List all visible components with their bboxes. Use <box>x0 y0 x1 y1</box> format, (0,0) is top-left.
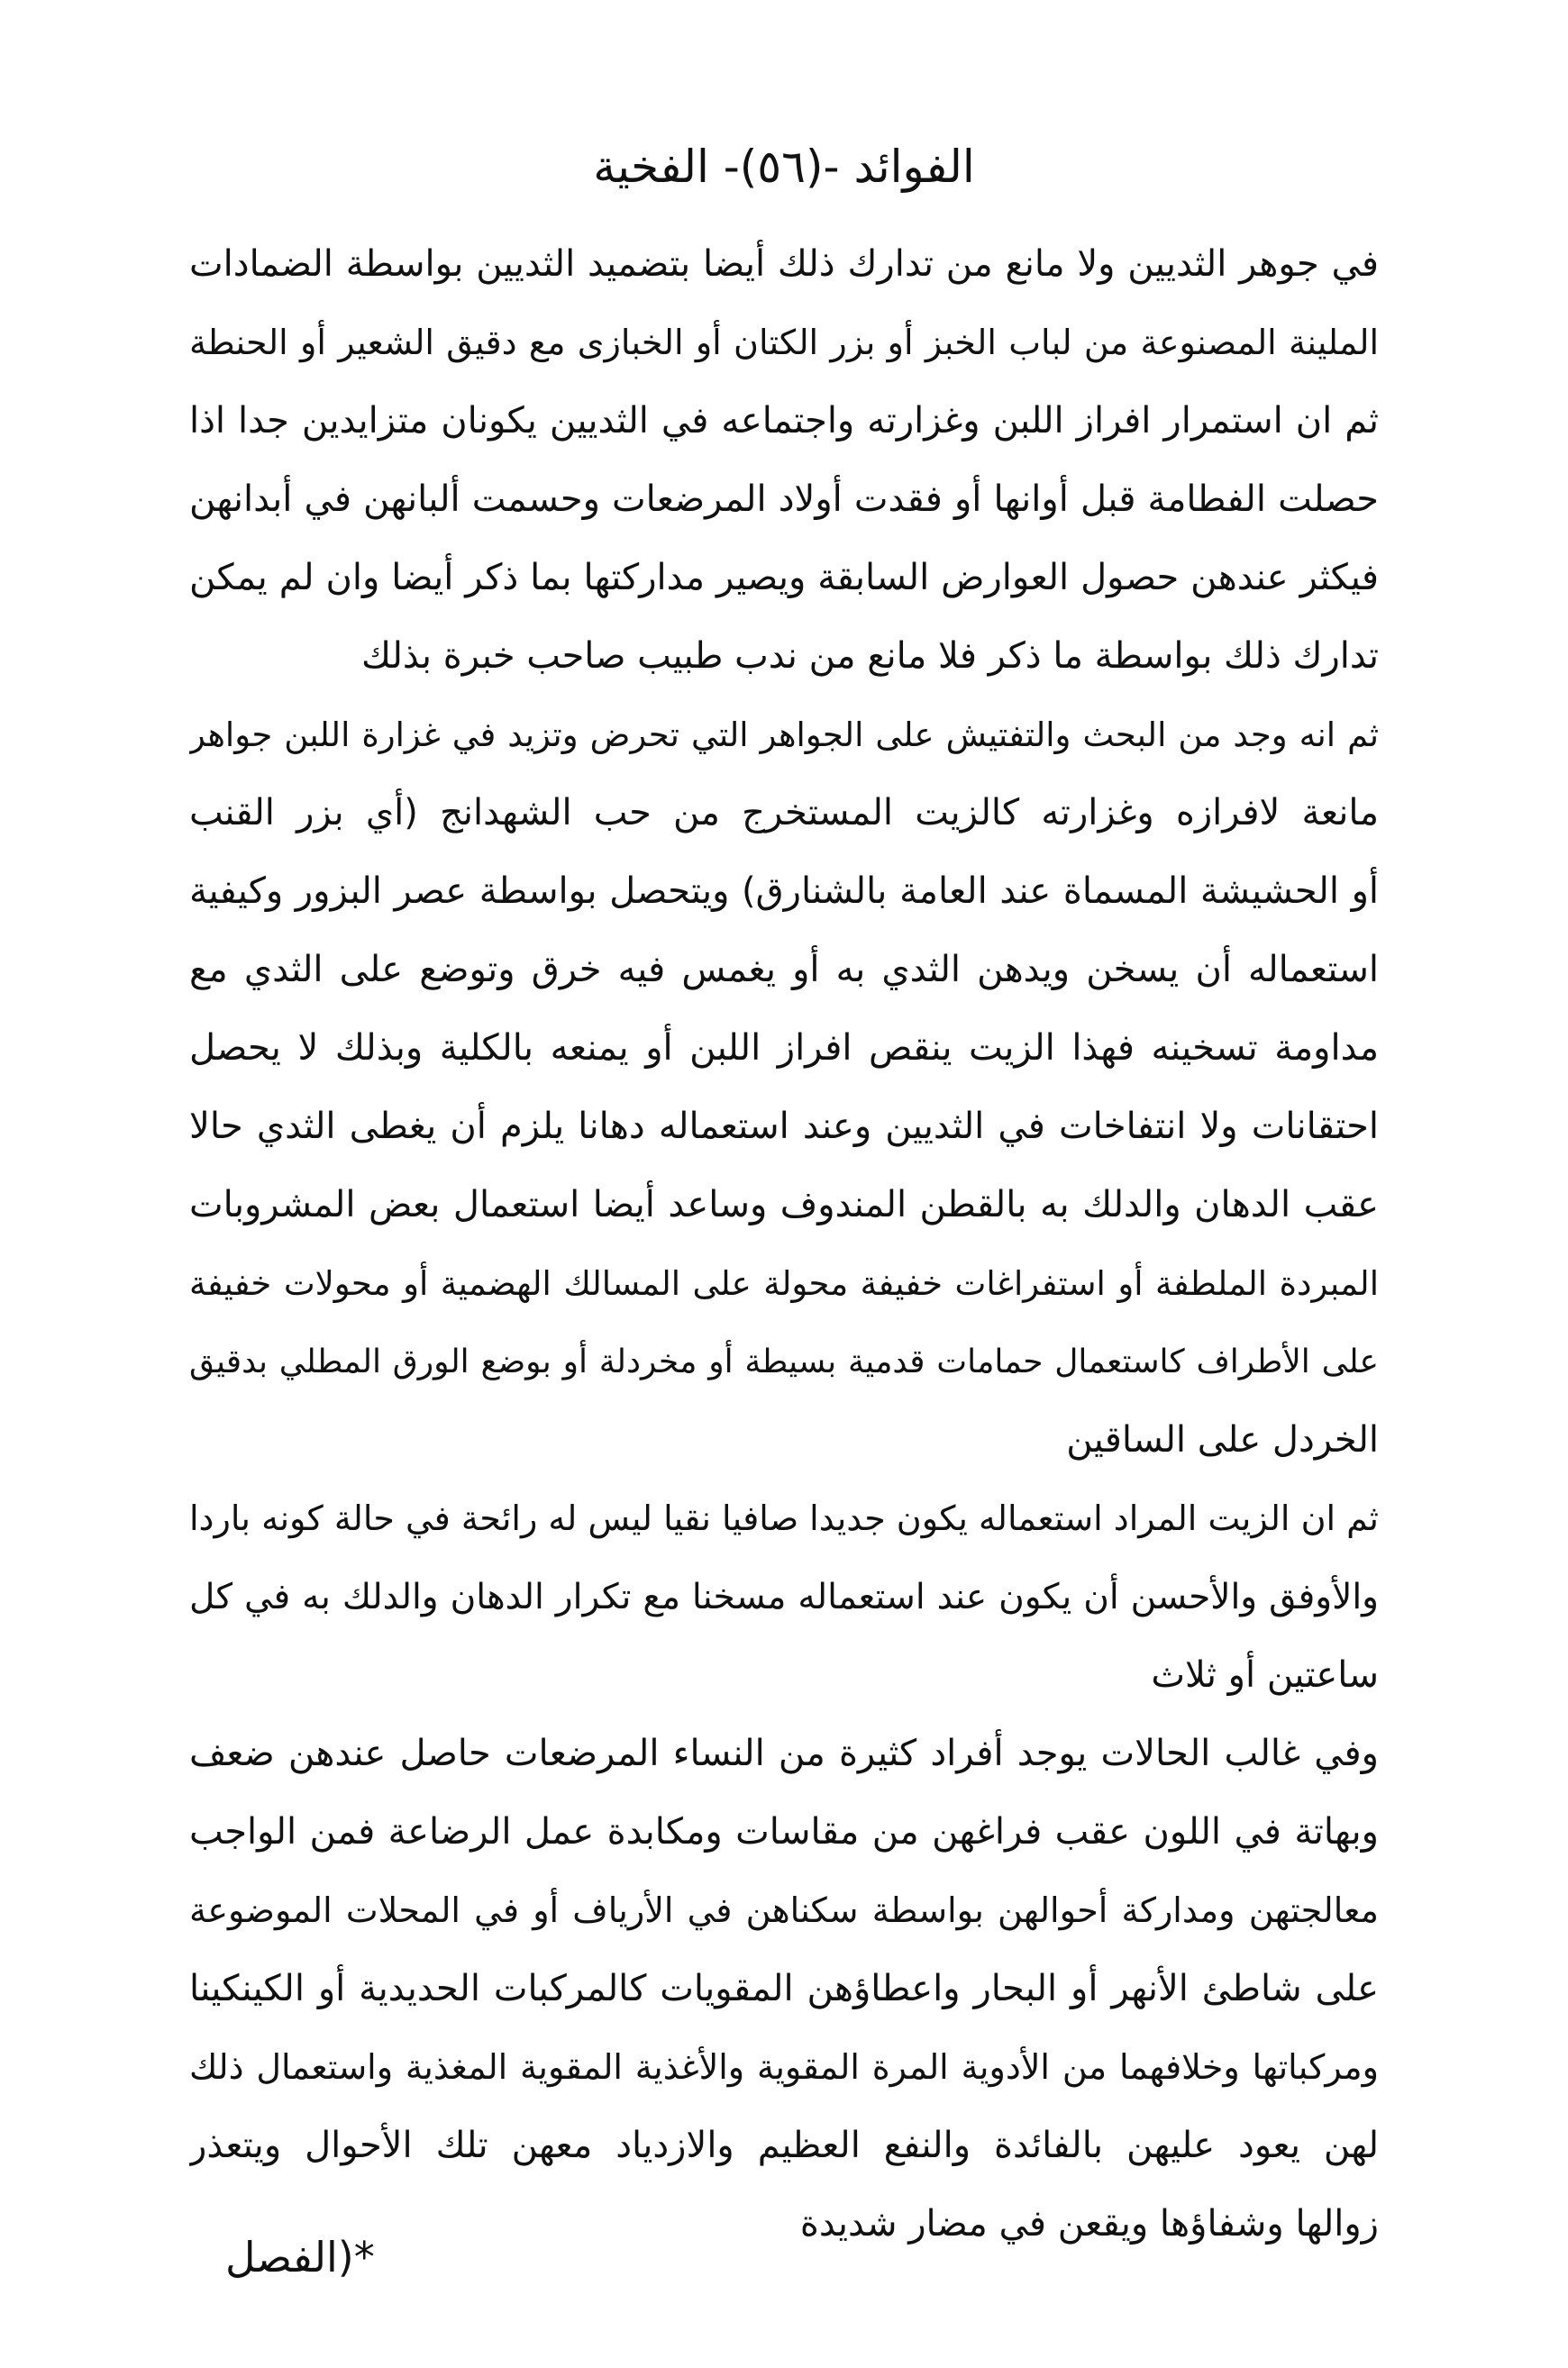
text-line: احتقانات ولا انتفاخات في الثديين وعند استعماله دهانا يلزم أن يغطى الثدي حالا <box>189 1106 1379 1147</box>
text-line: ومركباتها وخلافهما من الأدوية المرة المقوية والأغذية المقوية المغذية واستعمال ذلك <box>189 2047 1379 2087</box>
text-line: ساعتين أو ثلاث <box>1151 1654 1379 1696</box>
text-line: الملينة المصنوعة من لباب الخبز أو بزر الكتان أو الخبازى مع دقيق الشعير أو الحنطة <box>189 323 1379 362</box>
text-line: مانعة لافرازه وغزارته كالزيت المستخرج من حب الشهدانج (أي بزر القنب <box>189 792 1379 833</box>
text-line: وفي غالب الحالات يوجد أفراد كثيرة من النساء المرضعات حاصل عندهن ضعف <box>189 1733 1379 1774</box>
text-line: فيكثر عندهن حصول العوارض السابقة ويصير مداركتها بما ذكر أيضا وان لم يمكن <box>189 557 1379 598</box>
text-line: على شاطئ الأنهر أو البحار واعطاؤهن المقويات كالمركبات الحديدية أو الكينكينا <box>189 1968 1379 2009</box>
text-line: على الأطراف كاستعمال حمامات قدمية بسيطة أو مخردلة أو بوضع الورق المطلي بدقيق <box>189 1343 1379 1380</box>
text-line: ثم ان الزيت المراد استعماله يكون جديدا صافيا نقيا ليس له رائحة في حالة كونه باردا <box>189 1498 1379 1538</box>
body-text <box>189 225 1379 2263</box>
text-line: أو الحشيشة المسماة عند العامة بالشنارق) ويتحصل بواسطة عصر البزور وكيفية <box>189 870 1379 912</box>
text-line: في جوهر الثديين ولا مانع من تدارك ذلك أيضا بتضميد الثديين بواسطة الضمادات <box>189 243 1379 285</box>
text-line: وبهاتة في اللون عقب فراغهن من مقاسات ومكابدة عمل الرضاعة فمن الواجب <box>189 1811 1379 1853</box>
text-line: معالجتهن ومداركة أحوالهن بواسطة سكناهن في الأرياف أو في المحلات الموضوعة <box>189 1890 1379 1930</box>
text-line: المبردة الملطفة أو استفراغات خفيفة محولة على المسالك الهضمية أو محولات خفيفة <box>189 1264 1379 1303</box>
text-line: الخردل على الساقين <box>1066 1419 1379 1461</box>
text-line: مداومة تسخينه فهذا الزيت ينقص افراز اللبن أو يمنعه بالكلية وبذلك لا يحصل <box>189 1027 1379 1069</box>
text-line: ثم انه وجد من البحث والتفتيش على الجواهر التي تحرض وتزيد في غزارة اللبن جواهر <box>189 715 1379 754</box>
text-line: عقب الدهان والدلك به بالقطن المندوف وساعد أيضا استعمال بعض المشروبات <box>189 1184 1379 1225</box>
catchword: *(الفصل <box>225 2233 375 2281</box>
text-line: زوالها وشفاؤها ويقعن في مضار شديدة <box>799 2203 1379 2245</box>
page-header: الفوائد -(٥٦)- الفخية <box>593 141 975 193</box>
text-line: استعماله أن يسخن ويدهن الثدي به أو يغمس فيه خرق وتوضع على الثدي مع <box>189 949 1379 990</box>
text-line: والأوفق والأحسن أن يكون عند استعماله مسخنا مع تكرار الدهان والدلك به في كل <box>189 1577 1379 1617</box>
text-line: تدارك ذلك بواسطة ما ذكر فلا مانع من ندب طبيب صاحب خبرة بذلك <box>361 635 1379 677</box>
text-line: حصلت الفطامة قبل أوانها أو فقدت أولاد المرضعات وحسمت ألبانهن في أبدانهن <box>189 478 1379 520</box>
text-line: لهن يعود عليهن بالفائدة والنفع العظيم والازدياد معهن تلك الأحوال ويتعذر <box>189 2125 1379 2166</box>
text-line: ثم ان استمرار افراز اللبن وغزارته واجتماعه في الثديين يكونان متزايدين جدا اذا <box>189 400 1379 442</box>
